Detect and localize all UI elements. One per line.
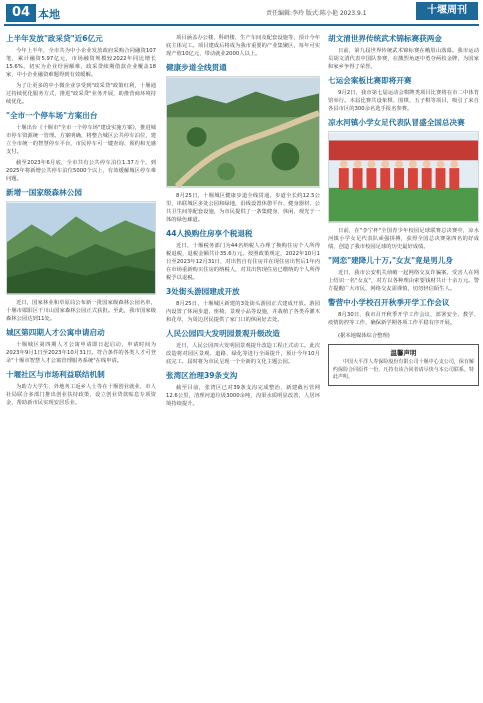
article-title: 凉水河镇小学女足代表队冒盛全国总决赛	[328, 118, 465, 127]
article	[166, 287, 320, 324]
article-body: 为了让更多的中小微企业享受到"政采贷"政策红利，十堰通过持续优化服务方式，推进"政采贷"业务开展，助推营商环境持续优化。	[6, 83, 156, 105]
article-body: 十堰城区第四期人才公寓申请即日起启动，申请时间为2023年9月1日至2023年10月31日。符合条件的各类人才可登录"十堰市智慧人才公寓管理服务系统"在线申请。	[6, 342, 156, 364]
article	[6, 370, 156, 407]
article	[328, 118, 479, 251]
article-title: 44人换购住房享个税退税	[166, 229, 253, 238]
article-body: 近日，国家林业和草原局公布新一批国家级森林公园名单，十堰市郧阳区千川山国家森林公园正式获批。至此，我市国家级森林公园达到11处。	[6, 300, 156, 322]
article-body: 项目涵盖办公楼、科研楼、生产车间及配套设施等，预计今年底主体完工。项目建成后将成为我市重要的产业集聚区，每年可实现产值10亿元，带动就业2000人以上。	[166, 35, 320, 57]
section-title: 本地	[38, 8, 60, 21]
article-title: 十堰社区与市场利益联结机制	[6, 370, 105, 379]
article-title: "全市一个停车场"方案出台	[6, 111, 98, 120]
article-title: 警营中小学校召开秋季开学工作会议	[328, 298, 450, 307]
article-title: "网恋"建降儿十万,"女友"竟是男儿身	[328, 256, 454, 265]
article-body: 近日，人民公园四大发明园景观提升改造工程正式动工。此次改造将对园区景观、道路、绿化等进行全面提升，预计今年10月底完工，届时将为市民呈现一个全新的文化主题公园。	[166, 343, 320, 365]
article	[328, 34, 479, 71]
article-title: 张湾区治理39条支沟	[166, 371, 238, 380]
article	[166, 63, 320, 224]
article-body: 为助力大学生、外地务工返乡人士等在十堰创业就业，市人社局联合多部门推出创业扶持政策，设立创业贷款贴息专项资金，帮助新市民实现安居乐业。	[6, 384, 156, 406]
article-body: 8月25日，十堰城区新建的3处街头游园正式建成开放。游园内设置了休闲步道、座椅、景观小品等设施，并栽植了各类乔灌木和花草，为周边居民提供了家门口的休闲好去处。	[166, 301, 320, 323]
editor-credits: 责任编辑:李玲 版式:陈小艳 2023.9.1	[266, 10, 367, 17]
article-title: 人民公园四大发明园景观升级改造	[166, 329, 280, 338]
article	[166, 34, 320, 58]
column-middle	[166, 34, 320, 696]
notice-body: 中国大平洋人寿保险股份有限公司十堰中心支公司，保有解约保险合同原件一份，凡持有该合同者请尽快与本公司联系，特此声明。	[333, 359, 474, 380]
article	[166, 329, 320, 366]
article-body: 日前，在"李宁杯"全国青少年校园足球联赛总决赛中，凉水河镇小学女足代表队顽强拼搏，获得全国总决赛第四名的好成绩，创造了我市校园足球的历史最好成绩。	[328, 228, 479, 250]
article-body: 8月25日，十堰城区健康步道全线贯通。步道全长约12.5公里，串联城区多处公园和绿地，沿线设置休憩平台、健身器材、公共卫生间等配套设施，为市民提供了一条集健身、休闲、观光于一体的绿色廊道。	[166, 193, 320, 223]
article	[6, 328, 156, 365]
article-title: 城区第四期人才公寓申请启动	[6, 328, 105, 337]
article	[328, 76, 479, 113]
article-body: 日前，第九届世界传统武术锦标赛在峨眉山落幕。我市运动员胡文清代表中国队参赛，在激烈角逐中勇夺两枚金牌，为国家和家乡争得了荣誉。	[328, 48, 479, 70]
article-body: 近日，十堰税务部门为44名纳税人办理了换购住房个人所得税退税，退税金额共计35.6万元。按照政策规定，2022年10月1日至2023年12月31日，对出售自有住房并在现住房出售后1年内在市场重新购买住房的纳税人，对其出售现住房已缴纳的个人所得税予以退税。	[166, 243, 320, 281]
article-title: 新增一国家级森林公园	[6, 188, 82, 197]
article-body: 截至目前，张湾区已对39条支沟完成整治，新建截污管网12.6公里，清理河道垃圾3000余吨，沟渠水质明显改善，人居环境持续提升。	[166, 385, 320, 407]
football-team-photo	[328, 131, 479, 223]
article	[328, 298, 479, 327]
source-note: (据本地媒体综合整理)	[338, 333, 390, 339]
notice-box	[328, 344, 479, 386]
article	[6, 111, 156, 183]
forest-park-photo	[6, 201, 156, 295]
article	[6, 34, 156, 106]
article-title: 七运会案板比赛即将开赛	[328, 76, 412, 85]
header-rule	[4, 24, 479, 26]
article-body: 今年上半年，全市共为中小企业发放政府采购合同融资107笔，累计融资5.97亿元，市场融资规模较2022年同比增长15.6%，切实为企业纾困解难，政采贷续期借款企业覆盖18家，中小企业融资难题得到有效缓解。	[6, 48, 156, 78]
article-title: 上半年发放"政采贷"近6亿元	[6, 34, 103, 43]
trail-photo	[166, 76, 320, 188]
article-body: 近日，我市公安机关侦破一起网络交友诈骗案。受害人在网上结识一名"女友"，对方以各种理由索要钱财共计十余万元。警方提醒广大市民，网络交友需谨慎，切勿轻信陌生人。	[328, 270, 479, 292]
article	[166, 229, 320, 282]
column-right	[328, 34, 479, 696]
page-number: 04	[6, 4, 36, 22]
article-body: 8月30日，我市召开秋季开学工作会议，部署安全、教学、疫情防控等工作，确保新学期各项工作平稳有序开展。	[328, 312, 479, 326]
article-title: 胡文清世界传统武术锦标赛获两金	[328, 34, 442, 43]
article-body: 十堰出台《十堰市"全市一个停车场"建设实施方案》，推进城市停车资源统一管理。方案明确，将整合城区公共停车泊位，建立全市统一的智慧停车平台，市民停车可一键查询、预约和无感支付。	[6, 125, 156, 155]
notice-title: 温馨声明	[390, 349, 417, 357]
article-title: 健康步道全线贯通	[166, 63, 227, 72]
article-body: 9月2日，我市第七届运动会棋牌类项目比赛将在市二中体育馆举行。本届比赛共设象棋、围棋、五子棋等项目，吸引了来自各县市区的300余名选手报名参赛。	[328, 90, 479, 112]
article	[6, 188, 156, 323]
article	[328, 256, 479, 293]
masthead: 十堰周刊	[416, 2, 478, 20]
article	[166, 371, 320, 408]
article-body: 截至2023年6月底，全市共有公共停车泊位1.37万个，到2025年将新增公共停车泊位5000个以上，有效缓解城区停车难问题。	[6, 160, 156, 182]
article-title: 3处街头游园建成开放	[166, 287, 240, 296]
column-left	[6, 34, 156, 696]
page-header	[0, 0, 483, 26]
